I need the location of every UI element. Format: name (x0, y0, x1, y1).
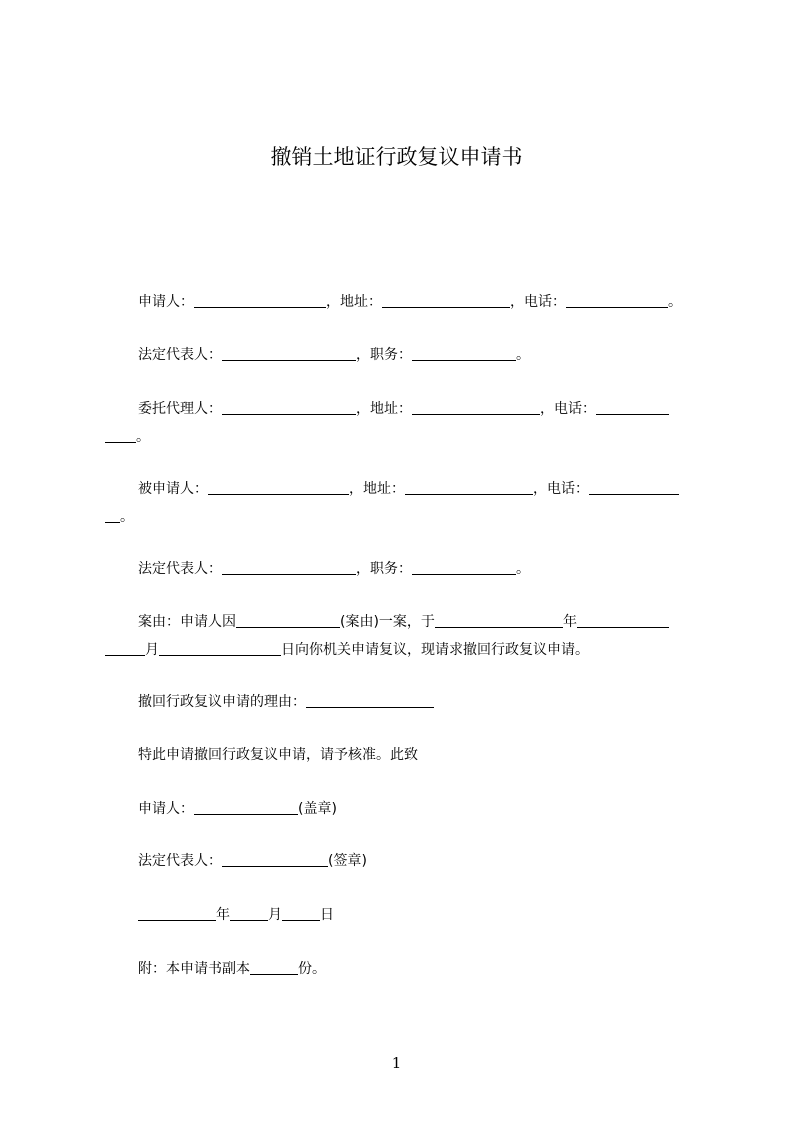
closing-line (105, 741, 738, 769)
agent-line-cont (105, 423, 705, 451)
legal-rep-label: 法定代表人： (138, 561, 222, 577)
line-end: 。 (136, 429, 150, 445)
agent-address-blank[interactable] (412, 399, 540, 415)
phone-label: ，电话： (540, 401, 596, 417)
attachment-line (105, 955, 738, 983)
month-label: 月 (268, 907, 282, 923)
date-line (105, 901, 738, 929)
case-cause-blank[interactable] (236, 612, 340, 628)
line-end: 。 (516, 561, 530, 577)
legal-rep-sign-line (105, 847, 738, 875)
applicant-name-blank[interactable] (194, 292, 326, 308)
respondent-position-blank[interactable] (412, 559, 516, 575)
date-day-blank[interactable] (282, 905, 320, 921)
respondent-phone-blank[interactable] (589, 479, 679, 495)
case-text: (案由)一案，于 (340, 614, 435, 630)
phone-label: ，电话： (533, 481, 589, 497)
copies-label: 份。 (298, 961, 326, 977)
respondent-legal-rep-blank[interactable] (222, 559, 356, 575)
line-end: 。 (516, 347, 530, 363)
case-line (105, 608, 738, 636)
document-title: 撤销土地证行政复议申请书 (270, 145, 523, 169)
respondent-address-blank[interactable] (405, 479, 533, 495)
respondent-phone-blank-cont[interactable] (105, 507, 120, 523)
reason-blank[interactable] (306, 692, 434, 708)
agent-phone-blank-cont[interactable] (105, 427, 136, 443)
respondent-line (105, 475, 738, 503)
closing-text: 特此申请撤回行政复议申请，请予核准。此致 (138, 747, 418, 763)
page-number: 1 (391, 1054, 402, 1072)
case-line-cont (105, 636, 705, 664)
agent-phone-blank[interactable] (596, 399, 669, 415)
reason-line (105, 688, 738, 716)
legal-rep-label: 法定代表人： (138, 853, 222, 869)
seal-label: (盖章) (298, 801, 337, 817)
legal-rep-position-blank[interactable] (412, 345, 516, 361)
position-label: ，职务： (356, 561, 412, 577)
year-label: 年 (216, 907, 230, 923)
line-end: 。 (668, 294, 682, 310)
legal-rep-line (105, 341, 738, 369)
case-year-blank[interactable] (435, 612, 563, 628)
case-day-blank[interactable] (159, 640, 281, 656)
applicant-label: 申请人： (138, 294, 194, 310)
date-year-blank[interactable] (138, 905, 216, 921)
month-label: 月 (145, 642, 159, 658)
position-label: ，职务： (356, 347, 412, 363)
applicant-sign-line (105, 795, 738, 823)
copies-blank[interactable] (250, 959, 298, 975)
respondent-line-cont (105, 503, 705, 531)
address-label: ，地址： (356, 401, 412, 417)
agent-line (105, 395, 738, 423)
attachment-label: 附：本申请书副本 (138, 961, 250, 977)
phone-label: ，电话： (510, 294, 566, 310)
line-end: 。 (120, 509, 134, 525)
applicant-label: 申请人： (138, 801, 194, 817)
respondent-name-blank[interactable] (208, 479, 349, 495)
agent-name-blank[interactable] (222, 399, 356, 415)
applicant-phone-blank[interactable] (566, 292, 668, 308)
address-label: ，地址： (326, 294, 382, 310)
respondent-legal-rep-line (105, 555, 738, 583)
address-label: ，地址： (349, 481, 405, 497)
applicant-seal-blank[interactable] (194, 799, 298, 815)
case-label: 案由：申请人因 (138, 614, 236, 630)
applicant-line (105, 288, 738, 316)
day-label: 日 (320, 907, 334, 923)
sign-label: (签章) (328, 853, 367, 869)
applicant-address-blank[interactable] (382, 292, 510, 308)
respondent-label: 被申请人： (138, 481, 208, 497)
case-month-blank-cont[interactable] (105, 640, 145, 656)
date-month-blank[interactable] (230, 905, 268, 921)
legal-rep-blank[interactable] (222, 345, 356, 361)
case-request-text: 日向你机关申请复议，现请求撤回行政复议申请。 (281, 642, 589, 658)
agent-label: 委托代理人： (138, 401, 222, 417)
case-month-blank[interactable] (577, 612, 669, 628)
legal-rep-sign-blank[interactable] (222, 851, 328, 867)
reason-label: 撤回行政复议申请的理由： (138, 694, 306, 710)
year-label: 年 (562, 614, 577, 630)
legal-rep-label: 法定代表人： (138, 347, 222, 363)
